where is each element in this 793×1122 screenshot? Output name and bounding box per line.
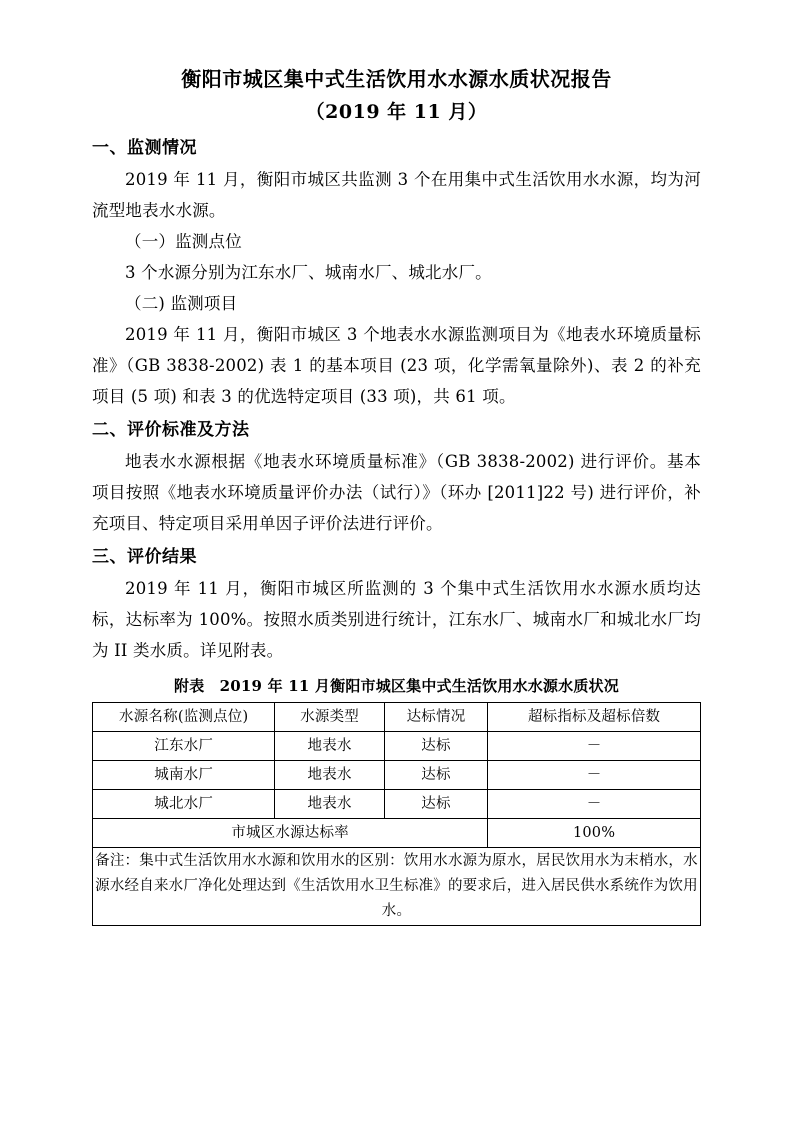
cell-compliance: 达标 <box>384 790 487 819</box>
cell-source-name: 城北水厂 <box>93 790 275 819</box>
cell-exceedance: － <box>488 761 701 790</box>
section-heading-standards: 二、评价标准及方法 <box>92 420 250 440</box>
page-subtitle: （2019 年 11 月） <box>305 101 488 123</box>
cell-compliance: 达标 <box>384 761 487 790</box>
cell-summary-value: 100% <box>488 819 701 848</box>
cell-source-name: 江东水厂 <box>93 732 275 761</box>
table-header-source-type: 水源类型 <box>275 703 384 732</box>
section-heading-monitoring: 一、监测情况 <box>92 138 197 158</box>
paragraph-standards: 地表水水源根据《地表水环境质量标准》（GB 3838-2002) 进行评价。基本项目按照《地表水环境质量评价办法（试行）》（环办 [2011]22 号) 进行评价，补充项目、特定项目采用单因子评价法进行评价。 <box>92 452 701 533</box>
cell-summary-label: 市城区水源达标率 <box>93 819 488 848</box>
paragraph-monitoring-items: 2019 年 11 月，衡阳市城区 3 个地表水水源监测项目为《地表水环境质量标准》（GB 3838-2002) 表 1 的基本项目 (23 项，化学需氧量除外)、表 2 的补充项目 (5 项) 和表 3 的优选特定项目 (33 项)，共 61 项。 <box>92 325 701 406</box>
table-header-source-name: 水源名称(监测点位) <box>93 703 275 732</box>
table-note-row <box>93 848 701 926</box>
cell-source-type: 地表水 <box>275 732 384 761</box>
cell-exceedance: － <box>488 790 701 819</box>
table-caption: 附表 2019 年 11 月衡阳市城区集中式生活饮用水水源水质状况 <box>174 677 619 695</box>
table-row <box>93 732 701 761</box>
subheading-monitoring-items: （二) 监测项目 <box>125 294 238 313</box>
table-row <box>93 790 701 819</box>
page-title: 衡阳市城区集中式生活饮用水水源水质状况报告 <box>181 67 612 91</box>
section-heading-results: 三、评价结果 <box>92 547 197 567</box>
paragraph-results: 2019 年 11 月，衡阳市城区所监测的 3 个集中式生活饮用水水源水质均达标，达标率为 100%。按照水质类别进行统计，江东水厂、城南水厂和城北水厂均为 II 类水质。详见附表。 <box>92 579 701 660</box>
cell-exceedance: － <box>488 732 701 761</box>
paragraph-monitoring-points: 3 个水源分别为江东水厂、城南水厂、城北水厂。 <box>125 263 492 282</box>
cell-source-type: 地表水 <box>275 761 384 790</box>
water-quality-table <box>92 702 701 926</box>
cell-source-name: 城南水厂 <box>93 761 275 790</box>
cell-compliance: 达标 <box>384 732 487 761</box>
cell-source-type: 地表水 <box>275 790 384 819</box>
table-header-row <box>93 703 701 732</box>
table-header-compliance: 达标情况 <box>384 703 487 732</box>
table-note: 备注：集中式生活饮用水水源和饮用水的区别：饮用水水源为原水，居民饮用水为末梢水，水源水经自来水厂净化处理达到《生活饮用水卫生标准》的要求后，进入居民供水系统作为饮用水。 <box>93 848 701 926</box>
paragraph-monitoring-intro: 2019 年 11 月，衡阳市城区共监测 3 个在用集中式生活饮用水水源，均为河流型地表水水源。 <box>92 170 701 220</box>
table-header-exceedance: 超标指标及超标倍数 <box>488 703 701 732</box>
table-summary-row <box>93 819 701 848</box>
subheading-monitoring-points: （一）监测点位 <box>125 232 242 251</box>
table-row <box>93 761 701 790</box>
